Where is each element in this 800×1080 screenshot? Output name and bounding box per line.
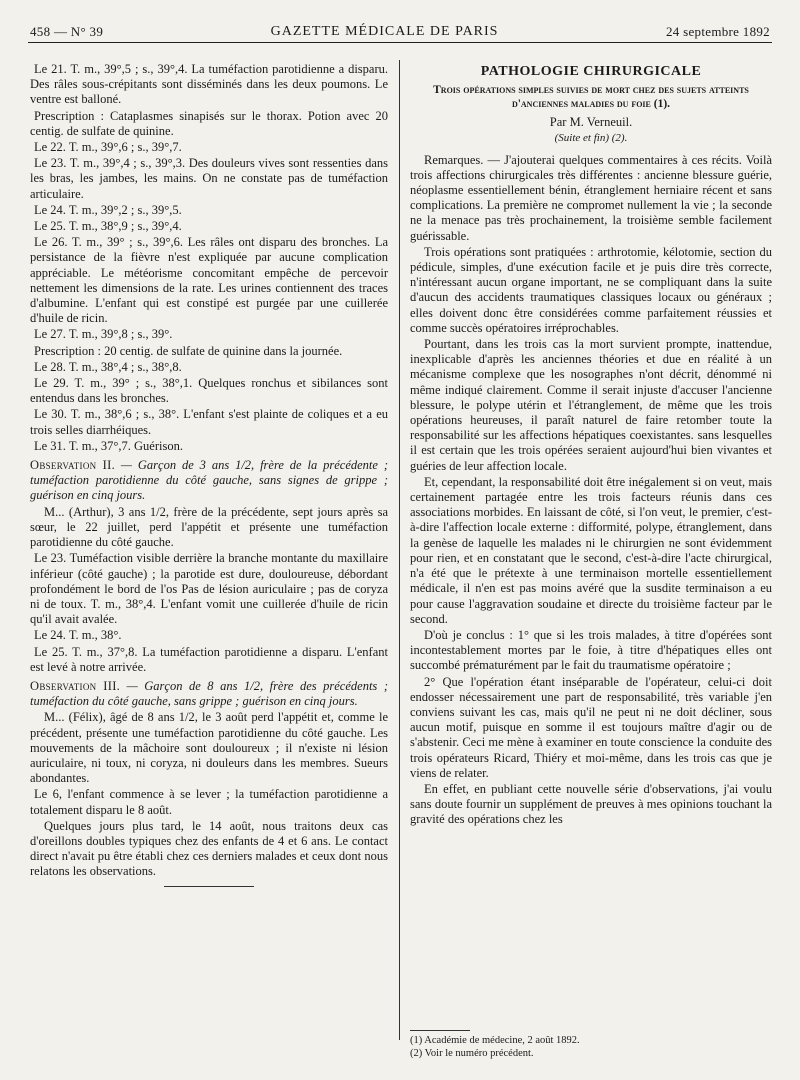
paragraph: Le 23. Tuméfaction visible derrière la branche montante du maxillaire inférieur (côté gauche) ; la parotide est dure, douloureuse, débordant profondément le bord de l'os Pas de lésion auriculaire ; pas de coryza ni de toux. T. m., 38°,4. L'enfant vomit une cuillerée d'huile de ricin qu'il avait avalée. (30, 551, 388, 627)
left-column (30, 62, 388, 887)
page-number: 458 — N° 39 (30, 24, 104, 39)
paragraph: Le 30. T. m., 38°,6 ; s., 38°. L'enfant s'est plainte de coliques et a eu trois selles diarrhéiques. (30, 407, 388, 437)
right-column (410, 62, 772, 829)
paragraph: Prescription : Cataplasmes sinapisés sur le thorax. Potion avec 20 centig. de sulfate de quinine. (30, 108, 388, 138)
paragraph: Le 21. T. m., 39°,5 ; s., 39°,4. La tuméfaction parotidienne a disparu. Des râles sous-crépitants sont disséminés dans les deux poumons. Le ventre est balloné. (30, 62, 388, 107)
observation-2-heading (30, 458, 388, 504)
column-divider (399, 60, 400, 1040)
paragraph: Le 29. T. m., 39° ; s., 38°,1. Quelques ronchus et sibilances sont entendus dans les bronches. (30, 376, 388, 406)
article-title: Trois opérations simples suivies de mort chez des sujets atteints d'anciennes maladies du foie (1). (433, 84, 749, 111)
issue-date: 24 septembre 1892 (665, 24, 770, 39)
paragraph: Le 24. T. m., 38°. (34, 628, 122, 643)
observation-3-heading (30, 679, 388, 709)
paragraph: Le 6, l'enfant commence à se lever ; la tuméfaction parotidienne a totalement disparu le 8 août. (30, 787, 388, 817)
article-author: Par M. Verneuil. (549, 115, 633, 130)
paragraph: D'où je conclus : 1° que si les trois malades, à titre d'opérées sont incontestablement mortes par le foie, à titre d'hépatiques elles ont succombé prématurément par le fait du traumatisme opératoire ; (410, 627, 772, 673)
paragraph: Prescription : 20 centig. de sulfate de quinine dans la journée. (34, 343, 343, 358)
footnote: (1) Académie de médecine, 2 août 1892. (410, 1035, 580, 1046)
paragraph: En effet, en publiant cette nouvelle série d'observations, j'ai voulu sans doute fournir un supplément de preuves à mes opinions touchant la gravité des opérations chez les (410, 781, 772, 827)
article-suite-note: (Suite et fin) (2). (554, 132, 628, 145)
paragraph: Le 23. T. m., 39°,4 ; s., 39°,3. Des douleurs vives sont ressenties dans les bras, les jambes, les mains. On ne constate pas de tuméfaction articulaire. (30, 156, 388, 201)
paragraph: Le 24. T. m., 39°,2 ; s., 39°,5. (34, 202, 182, 217)
paragraph: Le 31. T. m., 37°,7. Guérison. (34, 438, 183, 453)
observation-3-summary: — Garçon de 8 ans 1/2, frère des précédents ; tuméfaction du côté gauche, sans grippe ; guérison en cinq jours. (30, 678, 388, 709)
journal-title: GAZETTE MÉDICALE DE PARIS (270, 24, 499, 39)
paragraph: Trois opérations sont pratiquées : arthrotomie, kélotomie, section du pédicule, simples, d'une exécution facile et je puis dire très correcte, n'intéressant aucun organe important, ne se compliquant dans la suite d'aucun des accidents traumatiques classiques locaux ou généraux ; elles doivent donc être considérées comme parfaitement réussies et comme succès opératoires irréprochables. (410, 244, 772, 335)
paragraph: M... (Arthur), 3 ans 1/2, frère de la précédente, sept jours après sa sœur, le 22 juillet, perd l'appétit et présente une tuméfaction parotidienne du côté gauche. (30, 504, 388, 550)
footnotes (410, 1030, 772, 1060)
observation-2-title: Observation II. (30, 458, 115, 473)
paragraph: Remarques. — J'ajouterai quelques commentaires à ces récits. Voilà trois affections chirurgicales très différentes : ancienne blessure guérie, néoplasme essentiellement bénin, étranglement herniaire récent et sans complications. La première ne compromet nullement la vie ; la seconde ne la menace pas très prochainement, la troisième semble facilement guérissable. (410, 152, 772, 243)
paragraph: Et, cependant, la responsabilité doit être inégalement si on veut, mais certainement partagée entre les trois facteurs réunis dans ces associations morbides. En laissant de côté, si l'on veut, le premier, c'est-à-dire l'affection locale externe : difformité, polype, étranglement, dans la genèse de laquelle les malades ni le chirurgien ne sont évidemment pour rien, et en constatant que le second, c'est-à-dire l'acte chirurgical, n'a été que le prétexte à une terminaison mortelle essentiellement médicale, il n'en est pas moins avéré que la susdite terminaison a eu pour cause l'aggravation soudaine et directe du troisième facteur par le second. (410, 474, 772, 626)
header-rule (28, 42, 772, 43)
paragraph: 2° Que l'opération étant inséparable de l'opérateur, celui-ci doit endosser nécessairement une part de responsabilité, très variable j'en conviens suivant les cas, mais qu'il ne peut ni ne doit décliner, sous aucun motif, puisque en somme il est toujours maître d'agir ou de s'abstenir. Ceci me mène à examiner en toute conscience la conduite des trois opérateurs Ricard, Thiéry et moi-même, dans les trois cas que je viens de relater. (410, 674, 772, 780)
observation-2-summary: — Garçon de 3 ans 1/2, frère de la précédente ; tuméfaction parotidienne du côté gauche, sans signes de grippe ; guérison en cinq jours. (30, 458, 388, 503)
paragraph: Quelques jours plus tard, le 14 août, nous traitons deux cas d'oreillons doubles typiques chez des enfants de 4 et 6 ans. Le contact direct n'avait pu être établi chez ces derniers malades et ceux dont nous relatons les observations. (30, 818, 388, 879)
end-rule (164, 886, 254, 887)
paragraph: Le 25. T. m., 38°,9 ; s., 39°,4. (34, 219, 182, 234)
paragraph: M... (Félix), âgé de 8 ans 1/2, le 3 août perd l'appétit et, comme le précédent, présente une tuméfaction parotidienne du côté gauche. Les mouvements de la mâchoire sont douloureux ; il n'existe ni lésion auriculaire, ni toux, ni coryza, ni douleurs dans les membres. Sueurs abondantes. (30, 710, 388, 786)
paragraph: Le 26. T. m., 39° ; s., 39°,6. Les râles ont disparu des bronches. La persistance de la fièvre n'est expliquée par aucune complication appréciable. Le météorisme concomitant empêche de percevoir nettement les dimensions de la rate. Les urines contiennent des traces d'albumine. L'enfant qui est constipé est purgée par une cuillerée d'huile de ricin. (30, 235, 388, 326)
section-title: PATHOLOGIE CHIRURGICALE (480, 64, 702, 79)
page-header (30, 14, 770, 40)
paragraph: Le 28. T. m., 38°,4 ; s., 38°,8. (34, 359, 182, 374)
paragraph: Le 25. T. m., 37°,8. La tuméfaction parotidienne a disparu. L'enfant est levé à notre arrivée. (30, 644, 388, 674)
paragraph: Le 22. T. m., 39°,6 ; s., 39°,7. (34, 140, 182, 155)
paragraph: Pourtant, dans les trois cas la mort survient prompte, inattendue, inexplicable d'après les anciennes théories et due en réalité à un mécanisme complexe que les nosographes n'ont décrit, dénommé ni même indiqué clairement. Comme il serait injuste d'accuser l'ancienne blessure, le polype utérin et l'étranglement, de même que les trois opérations heureuses, il paraît naturel de faire retomber toute la responsabilité sur les affections hépatiques coexistantes. sans lesquelles il est certain que les trois opérées seraient aujourd'hui bien vivantes et guéries de leur affection locale. (410, 337, 772, 473)
paragraph: Le 27. T. m., 39°,8 ; s., 39°. (34, 327, 173, 342)
observation-3-title: Observation III. (30, 678, 121, 693)
footnote: (2) Voir le numéro précédent. (410, 1048, 534, 1059)
footnote-rule (410, 1030, 470, 1031)
